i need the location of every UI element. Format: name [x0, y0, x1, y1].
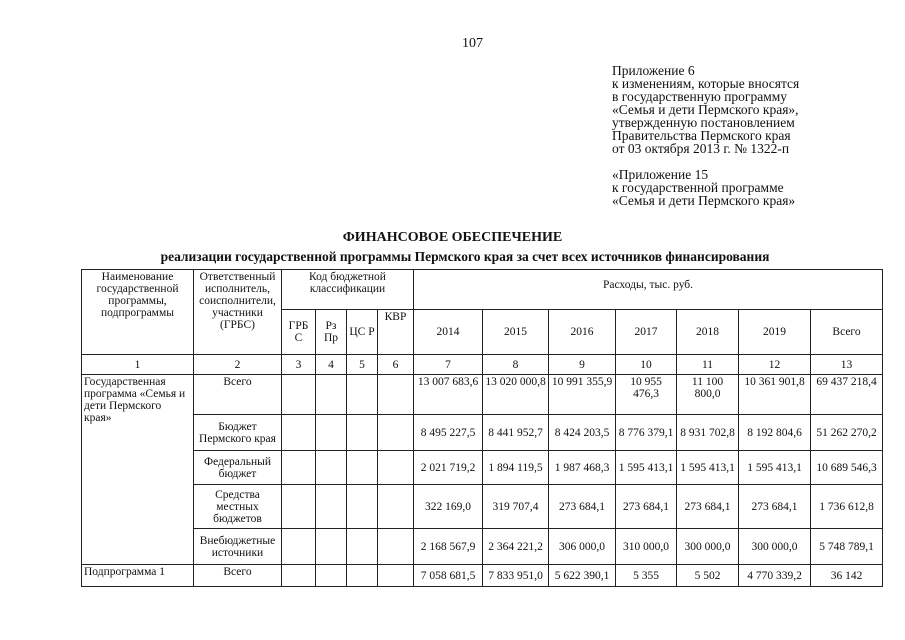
column-number: 4: [316, 355, 347, 375]
appendix-line: к государственной программе: [612, 180, 784, 195]
value-cell: 8 424 203,5: [549, 415, 616, 451]
value-cell: 51 262 270,2: [811, 415, 883, 451]
appendix-line: к изменениям, которые вносятся: [612, 76, 800, 91]
header-responsible: Ответственный исполнитель, соисполнители, участники (ГРБС): [194, 270, 282, 355]
header-budget-code: Код бюджетной классификации: [282, 270, 414, 310]
value-cell: 5 355: [616, 565, 677, 587]
value-cell: 36 142: [811, 565, 883, 587]
value-cell: 8 495 227,5: [414, 415, 483, 451]
column-number: 1: [82, 355, 194, 375]
funding-source: Всего: [194, 565, 282, 587]
document-subtitle: реализации государственной программы Пермского края за счет всех источников финансирования: [160, 249, 770, 264]
header-year: 2018: [677, 310, 739, 355]
value-cell: 8 931 702,8: [677, 415, 739, 451]
column-number: 12: [739, 355, 811, 375]
header-year: 2017: [616, 310, 677, 355]
value-cell: 8 441 952,7: [483, 415, 549, 451]
value-cell: 273 684,1: [616, 485, 677, 529]
funding-source: Бюджет Пермского края: [194, 415, 282, 451]
header-year: 2015: [483, 310, 549, 355]
value-cell: 273 684,1: [677, 485, 739, 529]
value-cell: 273 684,1: [739, 485, 811, 529]
appendix-line: в государственную программу: [612, 89, 788, 104]
column-number: 2: [194, 355, 282, 375]
appendix-line: Приложение 6: [612, 63, 695, 78]
column-number: 6: [378, 355, 414, 375]
subprogram-name: Подпрограмма 1: [82, 565, 194, 587]
header-year: 2019: [739, 310, 811, 355]
header-name: Наименование государственной программы, подпрограммы: [82, 270, 194, 355]
value-cell: 1 595 413,1: [739, 451, 811, 485]
funding-source: Федеральный бюджет: [194, 451, 282, 485]
appendix-line: утвержденную постановлением: [612, 115, 795, 130]
value-cell: 10 689 546,3: [811, 451, 883, 485]
header-expenses: Расходы, тыс. руб.: [414, 270, 883, 310]
value-cell: 8 192 804,6: [739, 415, 811, 451]
appendix-line: Правительства Пермского края: [612, 128, 791, 143]
column-number: 10: [616, 355, 677, 375]
table-row: [82, 529, 883, 565]
value-cell: 1 595 413,1: [616, 451, 677, 485]
value-cell: 300 000,0: [677, 529, 739, 565]
appendix-line: от 03 октября 2013 г. № 1322-п: [612, 141, 790, 156]
appendix-line: «Приложение 15: [612, 167, 709, 182]
value-cell: 1 595 413,1: [677, 451, 739, 485]
header-rzpr: Рз Пр: [316, 310, 347, 355]
value-cell: 5 622 390,1: [549, 565, 616, 587]
column-number: 7: [414, 355, 483, 375]
value-cell: 11 100 800,0: [677, 375, 739, 415]
value-cell: 2 021 719,2: [414, 451, 483, 485]
value-cell: 10 955 476,3: [616, 375, 677, 415]
value-cell: 13 007 683,6: [414, 375, 483, 415]
value-cell: 306 000,0: [549, 529, 616, 565]
table-row: [82, 375, 883, 415]
header-year: 2014: [414, 310, 483, 355]
value-cell: 10 361 901,8: [739, 375, 811, 415]
value-cell: 310 000,0: [616, 529, 677, 565]
value-cell: 69 437 218,4: [811, 375, 883, 415]
table-row: [82, 565, 883, 587]
header-kvr: КВР: [378, 310, 414, 355]
column-number: 11: [677, 355, 739, 375]
funding-source: Всего: [194, 375, 282, 415]
table-row: [82, 485, 883, 529]
column-number: 13: [811, 355, 883, 375]
table-row: [82, 451, 883, 485]
document-title: ФИНАНСОВОЕ ОБЕСПЕЧЕНИЕ: [342, 230, 563, 245]
value-cell: 319 707,4: [483, 485, 549, 529]
value-cell: 10 991 355,9: [549, 375, 616, 415]
column-number: 3: [282, 355, 316, 375]
value-cell: 5 748 789,1: [811, 529, 883, 565]
value-cell: 8 776 379,1: [616, 415, 677, 451]
value-cell: 322 169,0: [414, 485, 483, 529]
value-cell: 273 684,1: [549, 485, 616, 529]
header-year: 2016: [549, 310, 616, 355]
page-number: 107: [462, 36, 483, 51]
table-row: [82, 415, 883, 451]
header-csr: ЦС Р: [347, 310, 378, 355]
appendix-note: [612, 64, 799, 207]
program-name: Государственная программа «Семья и дети Пермского края»: [82, 375, 194, 565]
appendix-line: «Семья и дети Пермского края»,: [612, 102, 799, 117]
header-total: Всего: [811, 310, 883, 355]
value-cell: 2 168 567,9: [414, 529, 483, 565]
value-cell: 7 058 681,5: [414, 565, 483, 587]
value-cell: 5 502: [677, 565, 739, 587]
funding-source: Средства местных бюджетов: [194, 485, 282, 529]
value-cell: 1 736 612,8: [811, 485, 883, 529]
value-cell: 1 987 468,3: [549, 451, 616, 485]
appendix-line: «Семья и дети Пермского края»: [612, 193, 796, 208]
column-number: 8: [483, 355, 549, 375]
column-number: 9: [549, 355, 616, 375]
funding-source: Внебюджетные источники: [194, 529, 282, 565]
value-cell: 13 020 000,8: [483, 375, 549, 415]
financing-table: [81, 269, 883, 587]
value-cell: 4 770 339,2: [739, 565, 811, 587]
value-cell: 7 833 951,0: [483, 565, 549, 587]
value-cell: 1 894 119,5: [483, 451, 549, 485]
column-number: 5: [347, 355, 378, 375]
header-grbs: ГРБ С: [282, 310, 316, 355]
value-cell: 2 364 221,2: [483, 529, 549, 565]
value-cell: 300 000,0: [739, 529, 811, 565]
